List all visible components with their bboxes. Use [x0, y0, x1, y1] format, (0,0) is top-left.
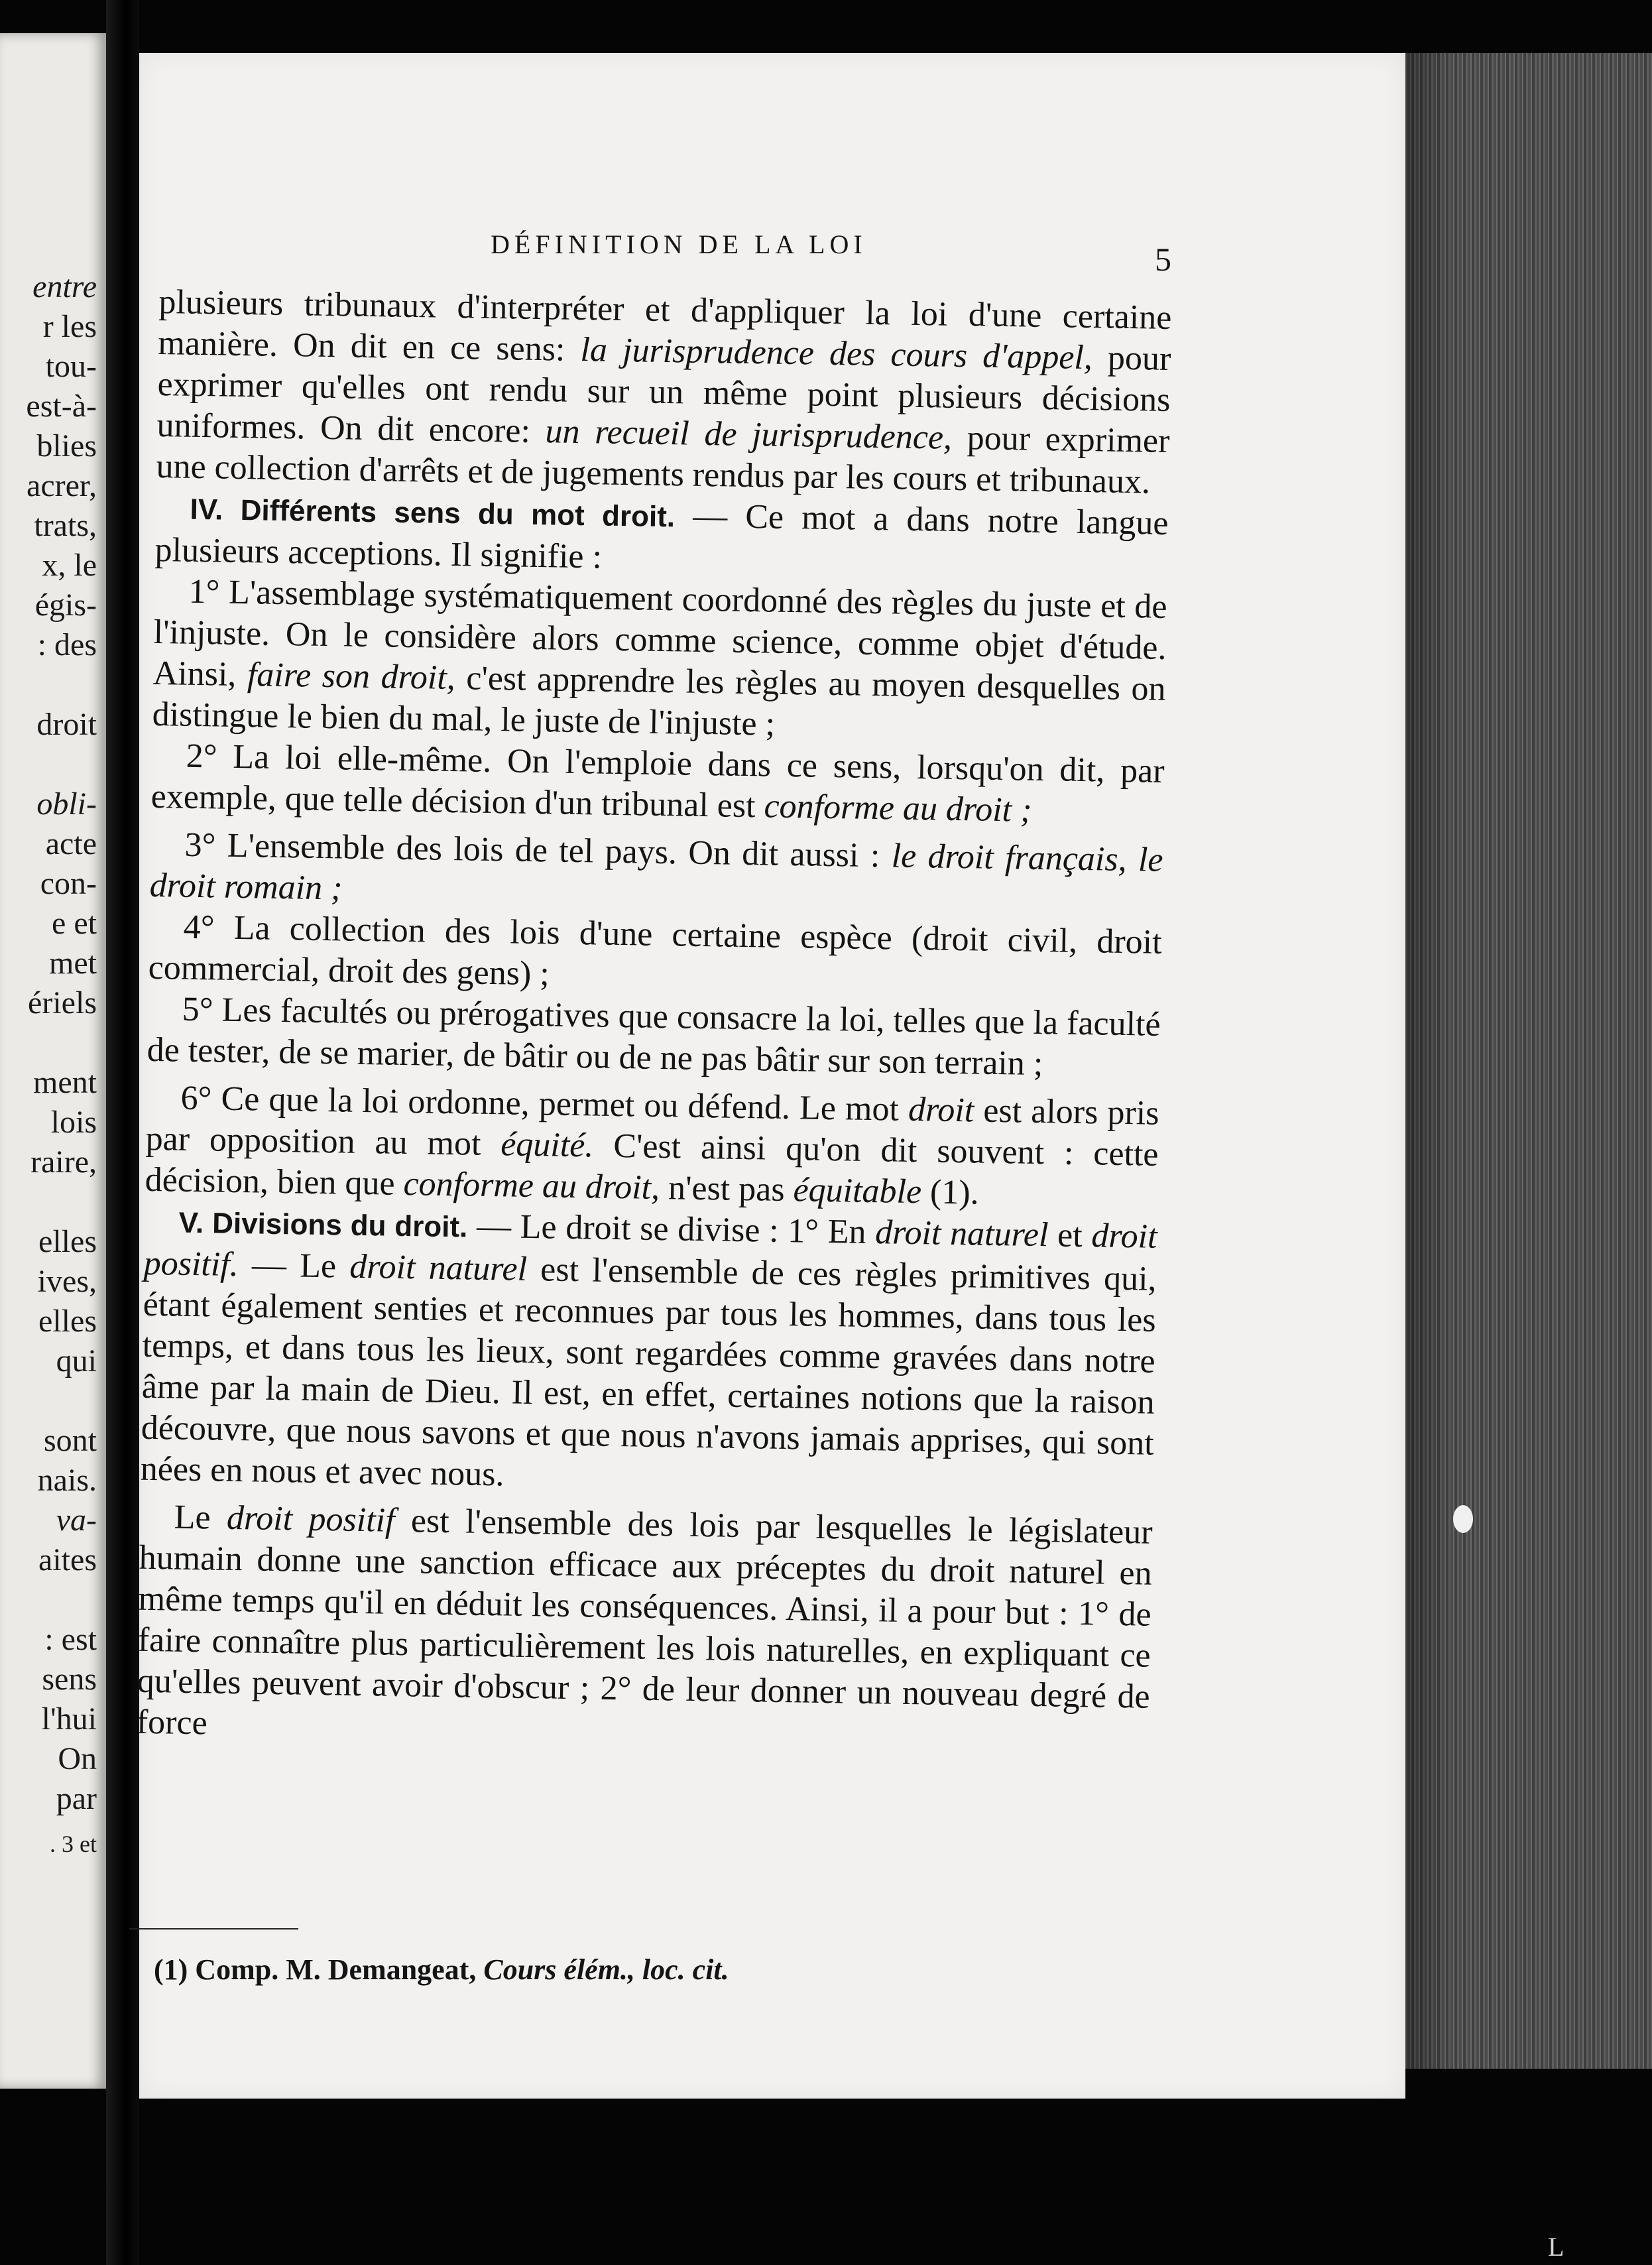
book-spine [106, 0, 139, 2265]
italic-run: conforme au droit, [403, 1164, 660, 1207]
text-run: et [1047, 1216, 1092, 1255]
paragraph-droit-positif [136, 1497, 1153, 1759]
footnote [154, 1953, 729, 1987]
text-run: (1). [921, 1173, 980, 1212]
text-run: 4° La collection des lois d'une certaine espèce (droit civil, droit commercial, droit des gens) ; [148, 908, 1162, 993]
left-margin-line: : est [44, 1622, 97, 1657]
text-run: plusieurs tribunaux d'interpréter et d'appliquer la loi d'une certaine manière. On dit en ce sens: [158, 282, 1172, 369]
list-item-6 [145, 1077, 1159, 1217]
left-margin-line: sont [43, 1423, 97, 1458]
italic-run: droit positif. [143, 1217, 1158, 1284]
left-margin-line: l'hui [41, 1701, 97, 1737]
left-margin-line: est-à- [26, 389, 97, 424]
text-run: 1° L'assemblage systématiquement coordonné des règles du juste et de l'injuste. On le considère alors comme science, comme objet d'étude. Ainsi, [152, 572, 1167, 694]
left-margin-line: ment [33, 1065, 97, 1100]
section-iv [154, 487, 1169, 587]
left-margin-line: On [58, 1741, 97, 1776]
text-run: pour exprimer qu'elles ont rendu sur un même point plusieurs décisions uniformes. On dit encore: [156, 339, 1171, 451]
left-margin-line: lois [50, 1105, 97, 1140]
left-margin-line: r les [42, 309, 97, 344]
text-run: 5° Les facultés ou prérogatives que consacre la loi, telles que la faculté de tester, de se marier, de bâtir ou de ne pas bâtir sur son terrain ; [147, 990, 1161, 1083]
italic-run: conforme au droit ; [764, 787, 1032, 829]
text-run: est l'ensemble de ces règles primitives qui, étant également senties et reconnues par tous les hommes, dans tous les temps, et dans tous les lieux, sont regardées comme gravées dans notre âme par la main de Dieu. Il est, en effet, certaines notions que la raison découvre, que nous savons et que nous n'avons jamais apprises, qui sont nées en nous et avec nous. [140, 1250, 1157, 1494]
left-margin-line: met [49, 946, 97, 981]
left-margin-line: x, le [42, 548, 97, 583]
text-run: Le [174, 1498, 227, 1537]
left-margin-line: raire, [30, 1144, 97, 1180]
italic-run: un recueil de jurisprudence, [545, 412, 953, 457]
left-margin-line: con- [40, 866, 97, 901]
left-margin-line: . 3 et [50, 1831, 97, 1857]
left-margin-line: trats, [34, 508, 97, 543]
list-item-3 [149, 824, 1163, 922]
left-margin-line: droit [36, 707, 97, 742]
left-margin-line: qui [56, 1343, 97, 1378]
italic-run: la jurisprudence des cours d'appel, [580, 330, 1093, 377]
text-run: (1) Comp. M. Demangeat, [154, 1953, 484, 1986]
adjacent-page-strip [0, 33, 106, 2089]
text-run: n'est pas [659, 1169, 794, 1209]
italic-run: Cours élém., loc. cit. [483, 1953, 729, 1986]
left-margin-line: blies [36, 428, 97, 463]
left-margin-line: entre [32, 269, 97, 304]
italic-run: faire son droit, [247, 656, 456, 698]
left-margin-line: : des [37, 627, 97, 662]
text-run: C'est ainsi qu'on dit souvent : cette décision, bien que [145, 1127, 1159, 1203]
text-run: c'est apprendre les règles au moyen desquelles on distingue le bien du mal, le juste de l'injuste ; [152, 659, 1166, 743]
left-margin-line: elles [38, 1304, 97, 1339]
section-v [140, 1201, 1157, 1506]
corner-mark: L [1548, 2232, 1564, 2262]
text-run: — Le [238, 1246, 350, 1286]
list-item-2 [150, 735, 1165, 833]
left-margin-line: aites [38, 1542, 97, 1577]
list-item-4 [148, 906, 1162, 1005]
left-margin-line: tou- [45, 349, 97, 384]
edge-shadow [1405, 53, 1452, 2069]
text-run: 2° La loi elle-même. On l'emploie dans ce sens, lorsqu'on dit, par exemple, que telle décision d'un tribunal est [150, 737, 1165, 826]
left-margin-line: ériels [28, 985, 97, 1020]
list-item-5 [147, 989, 1161, 1087]
edge-spot [1453, 1505, 1473, 1533]
text-run: est alors pris par opposition au mot [145, 1091, 1159, 1164]
list-item-1 [152, 571, 1167, 751]
page-body [136, 282, 1171, 1759]
running-title: DÉFINITION DE LA LOI [491, 229, 867, 259]
italic-run: droit [908, 1090, 974, 1130]
section-heading: V. Divisions du droit. [178, 1206, 468, 1244]
left-margin-line: elles [38, 1224, 97, 1259]
text-run: pour exprimer une collection d'arrêts et de jugements rendus par les cours et tribunaux. [156, 418, 1170, 501]
left-margin-line: e et [52, 906, 97, 941]
italic-run: équité. [500, 1125, 594, 1165]
text-run: 3° L'ensemble des lois de tel pays. On dit aussi : [184, 826, 892, 875]
left-margin-line: obli- [36, 786, 97, 822]
text-run: 6° Ce que la loi ordonne, permet ou défend. Le mot [180, 1079, 909, 1129]
page-number: 5 [1155, 241, 1171, 278]
text-run: est l'ensemble des lois par lesquelles le législateur humain donne une sanction efficace aux préceptes du droit naturel en même temps qu'il en déduit les conséquences. Ainsi, il a pour but : 1° de faire connaître plus particulièrement les lois naturelles, en expliquant ce qu'elles peuvent avoir d'obscur ; 2° de leur donner un nouveau degré de force [136, 1501, 1153, 1743]
section-heading: IV. Différents sens du mot droit. [190, 493, 676, 534]
footnote-rule [129, 1928, 298, 1929]
italic-run: équitable [793, 1171, 922, 1211]
italic-run: droit naturel [349, 1247, 528, 1288]
italic-run: droit naturel [874, 1213, 1049, 1255]
left-margin-line: par [56, 1781, 97, 1816]
italic-run: droit positif [226, 1499, 396, 1540]
text-run: — Ce mot a dans notre langue plusieurs acceptions. Il signifie : [154, 497, 1169, 576]
left-margin-line: acrer, [27, 468, 97, 503]
left-margin-line: va- [56, 1502, 97, 1538]
left-margin-line: ives, [37, 1264, 97, 1299]
left-margin-line: nais. [37, 1463, 97, 1498]
left-margin-line: égis- [34, 587, 97, 623]
left-margin-line: sens [42, 1662, 97, 1697]
left-margin-line: acte [45, 826, 97, 861]
paragraph-intro [156, 282, 1172, 503]
italic-run: le droit français, le droit romain ; [149, 837, 1163, 908]
text-run: — Le droit se divise : 1° En [467, 1207, 876, 1252]
